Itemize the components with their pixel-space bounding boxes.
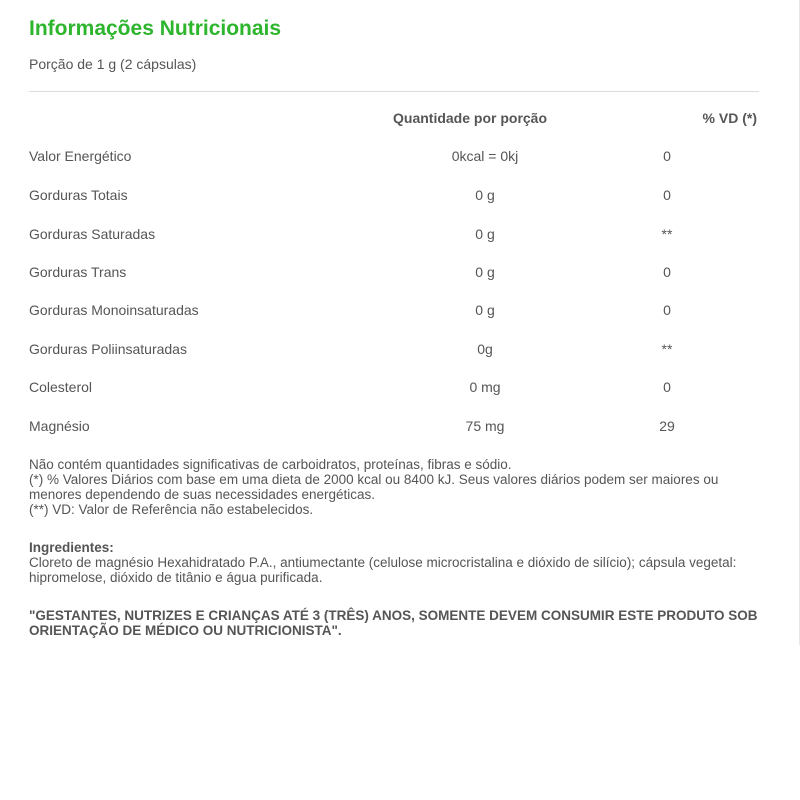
warning-text: "GESTANTES, NUTRIZES E CRIANÇAS ATÉ 3 (TRÊS) ANOS, SOMENTE DEVEM CONSUMIR ESTE PRODUTO SOB ORIENTAÇÃO DE MÉDICO OU NUTRICIONISTA". — [29, 608, 758, 638]
nutrient-name: Gorduras Totais — [29, 187, 128, 203]
nutrient-vd: 0 — [663, 187, 671, 203]
nutrient-name: Valor Energético — [29, 148, 132, 164]
ingredients-title: Ingredientes: — [29, 540, 114, 555]
nutrient-vd: 0 — [663, 379, 671, 395]
nutrient-vd: 29 — [659, 418, 675, 434]
nutrient-name: Magnésio — [29, 418, 90, 434]
nutrient-quantity: 0 g — [475, 302, 495, 318]
note-line: (**) VD: Valor de Referência não estabelecidos. — [29, 502, 314, 517]
table-row — [0, 264, 800, 284]
divider — [29, 91, 759, 92]
ingredients-text: Cloreto de magnésio Hexahidratado P.A., antiumectante (celulose microcristalina e dióxido de silício); cápsula vegetal: hipromelose, dióxido de titânio e água purificada. — [29, 555, 737, 585]
table-row — [0, 226, 800, 246]
nutrient-name: Gorduras Monoinsaturadas — [29, 302, 199, 318]
nutrient-name: Gorduras Trans — [29, 264, 127, 280]
table-row — [0, 187, 800, 207]
portion-text: Porção de 1 g (2 cápsulas) — [29, 56, 197, 72]
note-line: Não contém quantidades significativas de carboidratos, proteínas, fibras e sódio. — [29, 457, 512, 472]
nutrient-vd: 0 — [663, 148, 671, 164]
nutrient-vd: 0 — [663, 302, 671, 318]
nutrient-quantity: 75 mg — [465, 418, 505, 434]
table-row — [0, 379, 800, 399]
table-row — [0, 148, 800, 168]
nutrient-name: Colesterol — [29, 379, 93, 395]
header-quantity: Quantidade por porção — [393, 110, 548, 126]
footnotes — [29, 457, 759, 517]
nutrient-quantity: 0 g — [475, 264, 495, 280]
nutrient-quantity: 0 mg — [469, 379, 501, 395]
nutrient-vd: ** — [661, 341, 673, 357]
nutrient-quantity: 0kcal = 0kj — [451, 148, 519, 164]
table-row — [0, 418, 800, 438]
nutrient-name: Gorduras Poliinsaturadas — [29, 341, 187, 357]
header-vd: % VD (*) — [702, 110, 757, 126]
table-row — [0, 341, 800, 361]
nutrient-vd: 0 — [663, 264, 671, 280]
nutrient-quantity: 0 g — [475, 187, 495, 203]
note-line: (*) % Valores Diários com base em uma dieta de 2000 kcal ou 8400 kJ. Seus valores diários podem ser maiores ou menores dependendo de suas necessidades energéticas. — [29, 472, 719, 502]
nutrient-quantity: 0g — [477, 341, 493, 357]
page-title: Informações Nutricionais — [29, 17, 282, 40]
nutrient-vd: ** — [661, 226, 673, 242]
table-row — [0, 302, 800, 322]
nutrient-name: Gorduras Saturadas — [29, 226, 156, 242]
nutrient-quantity: 0 g — [475, 226, 495, 242]
